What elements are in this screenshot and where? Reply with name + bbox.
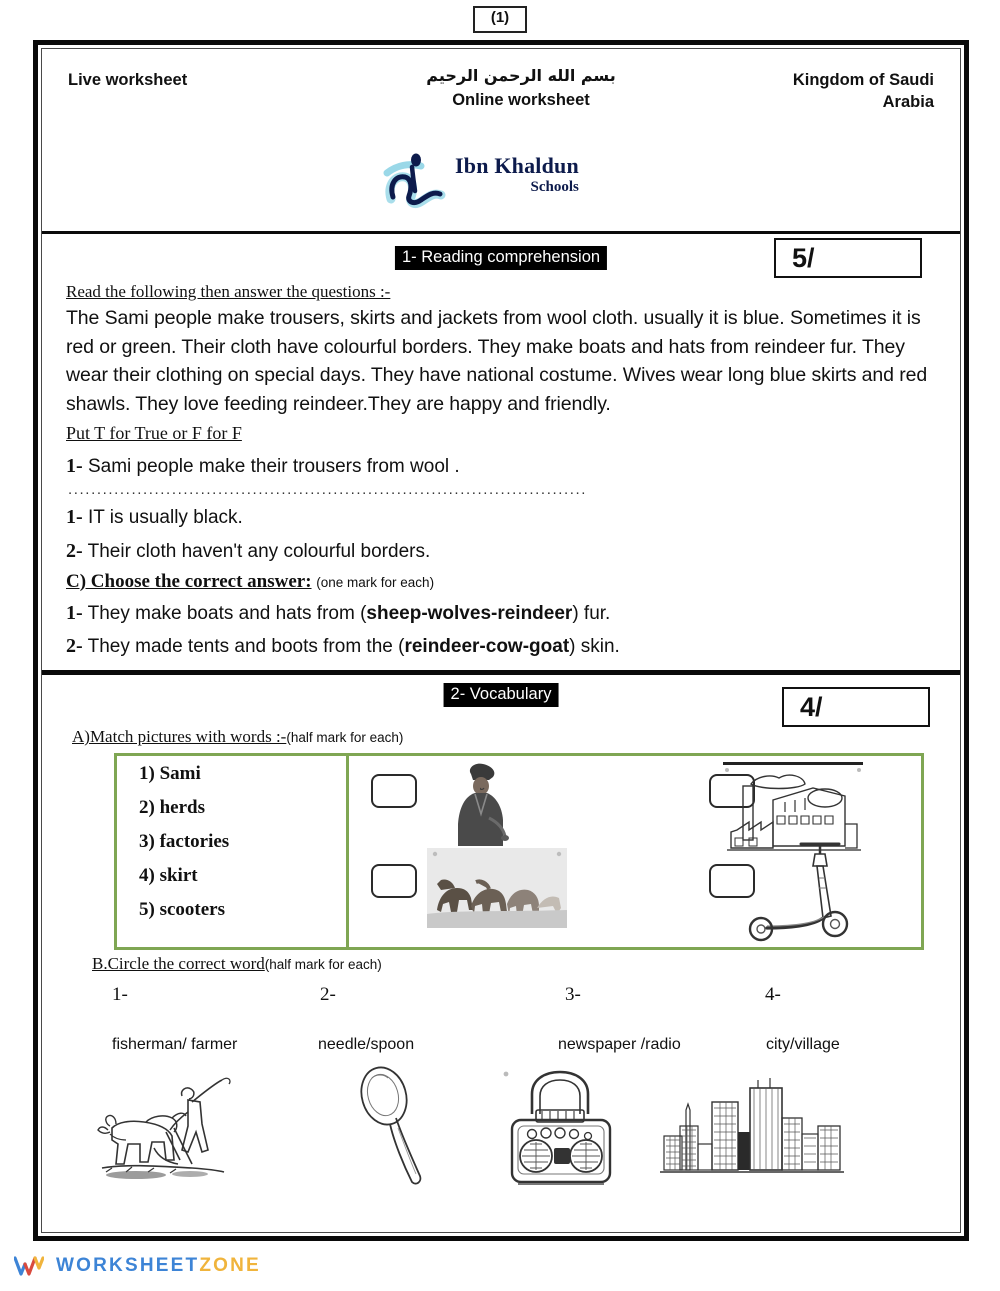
reading-instruction: Read the following then answer the questions :- [66, 282, 391, 301]
vocabulary-section [42, 675, 960, 1194]
circle-word-pair-2[interactable]: needle/spoon [318, 1036, 415, 1054]
match-instruction [72, 727, 940, 747]
farmer-plowing-drawing [96, 1068, 276, 1188]
choose-question-2-number: 2- [66, 635, 83, 658]
circle-number-3: 3- [565, 984, 581, 1006]
match-picture-column [349, 756, 921, 947]
worksheet-frame [33, 40, 969, 1241]
match-instruction-text: A)Match pictures with words :- [72, 727, 287, 747]
choose-question-1-after: ) fur. [572, 602, 611, 624]
worksheet-header [42, 49, 960, 234]
live-worksheet-label: Live worksheet [68, 71, 188, 89]
online-worksheet-label: Online worksheet [452, 90, 590, 109]
match-answer-box-1[interactable] [371, 774, 417, 808]
tf-question-2-number: 1- [66, 506, 83, 529]
choose-question-2-before: They made tents and boots from the ( [87, 636, 405, 658]
vocabulary-mark-value: 4/ [800, 691, 823, 722]
circle-word-pair-4[interactable]: city/village [766, 1036, 840, 1054]
sami-man-photo [445, 758, 517, 850]
radio-drawing [496, 1064, 626, 1192]
circle-number-row [90, 984, 940, 1006]
answer-dotted-line[interactable]: .......................................................................................... [68, 481, 588, 498]
vocabulary-section-badge: 2- Vocabulary [444, 683, 559, 707]
choose-question-1-options[interactable]: sheep-wolves-reindeer [366, 602, 573, 624]
logo-title: Ibn Khaldun [455, 153, 579, 178]
horse-herd-photo [427, 848, 567, 928]
reading-passage: The Sami people make trousers, skirts and jackets from wool cloth. usually it is blue. Sometimes it is red or green. Their cloth have colourful borders. They make boats and hats from reindeer fur. They wear their clothing on special days. They have national costume. Wives wear long blue skirts and red shawls. They love feeding reindeer.They are happy and friendly. [66, 307, 928, 415]
true-false-heading: Put T for True or F for F [66, 422, 242, 443]
page-number: (1) [473, 6, 527, 33]
kingdom-label [724, 65, 934, 114]
reading-comprehension-section [42, 234, 960, 666]
kingdom-line-2: Arabia [882, 93, 934, 112]
reading-section-badge: 1- Reading comprehension [395, 246, 607, 270]
choose-question-2-after: ) skin. [569, 636, 620, 658]
scooter-drawing [739, 832, 867, 948]
choose-answer-heading-text: C) Choose the correct answer: [66, 570, 312, 592]
match-instruction-note: (half mark for each) [286, 730, 404, 746]
circle-instruction [92, 954, 940, 974]
match-word-4: 4) skirt [139, 864, 198, 886]
choose-answer-heading [66, 571, 940, 593]
choose-question-1-before: They make boats and hats from ( [87, 602, 367, 624]
arabic-basmala: بسم الله الرحمن الرحيم [426, 66, 616, 85]
tf-question-1-number: 1- [66, 454, 83, 477]
choose-question-1-number: 1- [66, 601, 83, 624]
circle-number-1: 1- [112, 984, 128, 1006]
circle-instruction-note: (half mark for each) [264, 957, 382, 973]
match-word-2: 2) herds [139, 796, 205, 818]
tf-question-3 [66, 538, 940, 565]
worksheetzone-brand [14, 1255, 261, 1277]
city-skyline-drawing [658, 1074, 848, 1186]
circle-instruction-text: B.Circle the correct word [92, 954, 265, 974]
circle-picture-row [66, 1064, 940, 1194]
ibn-khaldun-logo-icon [381, 151, 459, 213]
page-number-tab [0, 6, 1000, 33]
circle-number-4: 4- [765, 984, 781, 1006]
match-word-1: 1) Sami [139, 763, 201, 785]
match-word-5: 5) scooters [139, 898, 225, 920]
circle-word-pair-1[interactable]: fisherman/ farmer [112, 1036, 238, 1054]
tf-question-2-text: IT is usually black. [87, 507, 243, 529]
circle-number-2: 2- [320, 984, 336, 1006]
choose-answer-note: (one mark for each) [316, 574, 435, 590]
match-answer-box-2[interactable] [371, 864, 417, 898]
brand-part-worksheet: WORKSHEET [56, 1255, 200, 1276]
spoon-drawing [344, 1066, 454, 1190]
choose-question-2-options[interactable]: reindeer-cow-goat [404, 636, 570, 658]
worksheetzone-logo-icon [14, 1255, 44, 1277]
logo-subtitle: Schools [530, 179, 579, 195]
tf-question-1-text: Sami people make their trousers from wool . [87, 455, 460, 477]
reading-mark-value: 5/ [792, 242, 815, 273]
circle-word-pair-row [90, 1036, 940, 1054]
choose-question-1 [66, 600, 940, 627]
vocabulary-mark-box [782, 687, 930, 727]
kingdom-line-1: Kingdom of Saudi [792, 71, 934, 89]
worksheetzone-wordmark [56, 1255, 261, 1277]
brand-part-zone: ZONE [199, 1255, 261, 1276]
school-logo [42, 151, 960, 213]
tf-question-3-text: Their cloth haven't any colourful borders. [87, 541, 431, 562]
tf-question-1 [66, 453, 940, 480]
reading-mark-box [774, 238, 922, 278]
match-word-3: 3) factories [139, 830, 230, 852]
match-word-column [117, 756, 349, 947]
tf-question-3-number: 2- [66, 540, 83, 562]
tf-question-2 [66, 504, 940, 531]
match-table [114, 753, 924, 950]
circle-word-pair-3[interactable]: newspaper /radio [558, 1036, 681, 1054]
choose-question-2 [66, 633, 940, 660]
